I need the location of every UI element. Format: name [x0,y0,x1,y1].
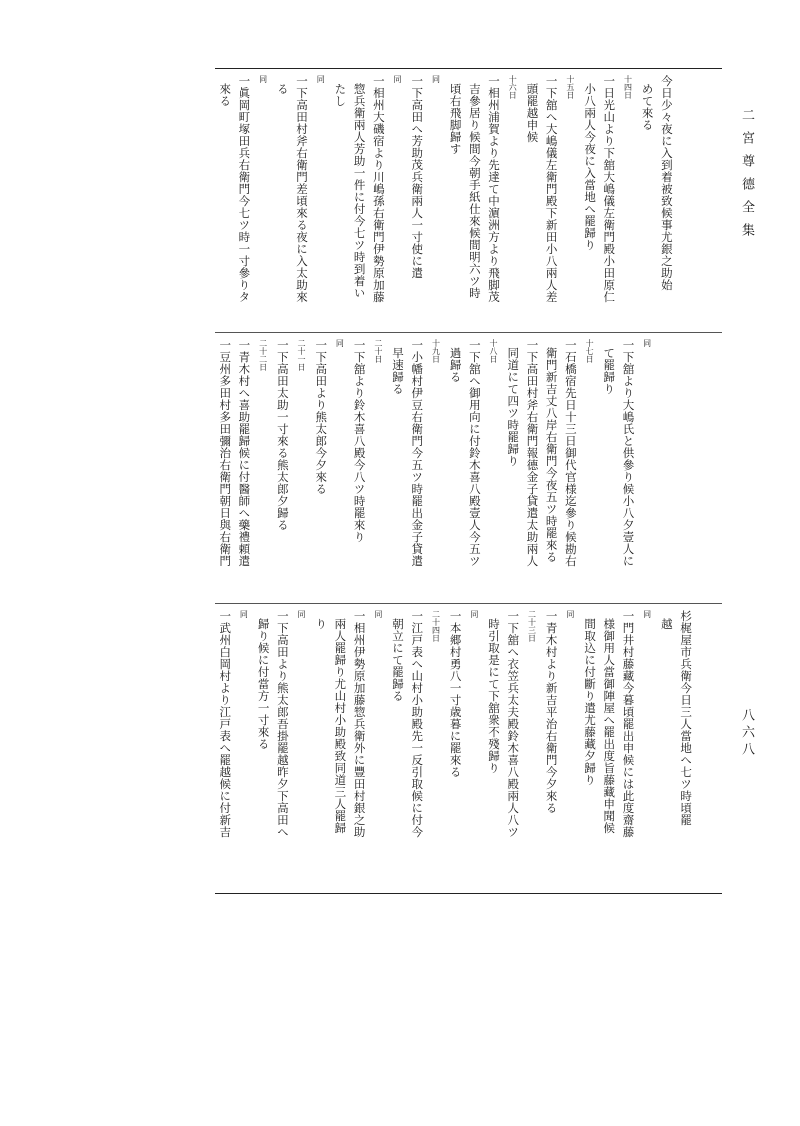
tier-middle [215,332,722,603]
text-line: 一下舘へ大嶋儀左衛門殿下新田小八兩人差 [544,75,559,303]
text-line: 惣兵衛兩人芳助一件に付今七ツ時到着い [352,83,367,299]
tier-lower [215,603,722,894]
date-heading: 十六日 [508,75,518,99]
date-heading: 十五日 [565,75,575,99]
text-line: 一下高田より熊太郎吾掛罷越昨夕下高田へ [275,610,290,838]
text-line: て罷歸り [602,347,617,395]
page-number: 八六八 [739,708,754,759]
text-line: 早速歸る [391,347,406,395]
text-line: 一下高田太助一寸來る熊太郎夕歸る [275,339,290,531]
text-line: 一江戸表へ山村小助殿先一反引取候に付今 [410,610,425,838]
text-line: 小八兩人今夜に入當地へ罷歸り [583,83,598,251]
text-line: 一下高田村斧右衛門差頃來る夜に入太助來 [295,75,310,303]
text-line: 一下舘へ御用向に付鈴木喜八殿壹人今五ツ [467,339,482,567]
text-line: 吉參居り候間今朝手紙仕來候間明六ツ時 [467,83,482,299]
text-line: 衛門新吉丈八岸右衛門今夜五ツ時罷來る [544,347,559,563]
date-heading: 同 [642,339,652,347]
text-line: めて來る [640,83,655,131]
text-line: 一小幡村伊豆右衛門今五ツ時罷出金子貸遣 [410,339,425,567]
date-heading: 十九日 [431,339,441,363]
date-heading: 同 [258,75,268,83]
text-line: たし [333,83,348,107]
text-line: 過歸る [448,347,463,383]
text-line: 今日少々夜に入到着被致候事尤銀之助始 [659,75,674,291]
text-line: 一相州大磯宿より川嶋孫右衛門伊勢原加藤 [371,75,386,303]
text-line: 兩人罷歸り尤山村小助殿致同道三人罷歸 [333,618,348,834]
text-line: 一下舘より鈴木喜八殿今八ツ時罷來り [352,339,367,543]
text-line: 一門井村藤藏今暮頃罷出申候には此度齋藤 [621,610,636,838]
date-heading: 同 [335,339,345,347]
text-line: 一眞岡町塚田兵右衛門今七ツ時一寸參りタ [237,75,252,303]
date-heading: 同 [316,75,326,83]
date-heading: 同 [565,610,575,618]
date-heading: 二十四日 [431,610,441,642]
date-heading: 十四日 [623,75,633,99]
date-heading: 十八日 [489,339,499,363]
text-line: 一相州浦賀より先達て中濵洲方より飛脚茂 [487,75,502,303]
text-line: 一青木村より新吉平治右衛門今夕來る [544,610,559,814]
text-line: 一日光山より下舘大嶋儀左衛門殿小田原仁 [602,75,617,303]
text-line: 一下高田より熊太郎今夕來る [314,339,329,495]
text-line: 頃右飛脚歸す [448,83,463,155]
date-heading: 同 [239,610,249,618]
running-head: 二宮尊德全集 [739,108,754,246]
text-line: 頭罷越申候 [525,83,540,143]
text-line: 様御用人當御陣屋へ罷出度旨藤藏申聞候 [602,618,617,834]
tier-upper [215,69,722,331]
text-line: 一本郷村勇八一寸歳暮に罷來る [448,610,463,778]
text-line: 一下高田村斧右衛門報德金子貸遣太助兩人 [525,339,540,567]
date-heading: 十七日 [585,339,595,363]
date-heading: 同 [373,610,383,618]
text-line: 一相州伊勢原加藤惣兵衛外に豐田村銀之助 [352,610,367,838]
date-heading: 同 [431,75,441,83]
tier-body [215,333,657,603]
text-line: 一武州白岡村より江戸表へ罷越候に付新吉 [218,610,233,838]
date-heading: 二十一日 [297,339,307,371]
text-line: 同道にて四ツ時罷歸り [506,347,521,467]
text-line: 一下舘より大嶋氏と供參り候小八夕壹人に [621,339,636,567]
text-line: 杉梶屋市兵衛今日三人當地へ七ツ時頃罷 [679,610,694,826]
text-line: 時引取是にて下舘衆不殘歸り [487,618,502,774]
text-line: 歸り候に付當方一寸來る [256,618,271,750]
tier-body [215,69,676,331]
text-frame [215,68,722,894]
date-heading: 同 [469,610,479,618]
text-line: 間取込に付斷り遣尤藤藏夕歸り [583,618,598,786]
date-heading: 二十三日 [527,610,537,642]
text-line: 朝立にて罷歸る [391,618,406,702]
text-line: 一下舘へ衣笠兵太夫殿鈴木喜八殿兩人八ツ [506,610,521,838]
tier-body [215,604,695,894]
text-line: 一石橋宿先日十三日御代官様迄參り候勘右 [563,339,578,567]
text-line: り [314,618,329,630]
text-line: 越 [659,618,674,630]
date-heading: 同 [642,610,652,618]
text-line: 一下高田へ芳助茂兵衛兩人一寸使に遣 [410,75,425,279]
date-heading: 二十日 [373,339,383,363]
text-line: 來る [218,83,233,107]
date-heading: 二十二日 [258,339,268,371]
date-heading: 同 [297,610,307,618]
date-heading: 同 [393,75,403,83]
text-line: 一豆州多田村多田彌治右衛門朝日與右衛門 [218,339,233,567]
text-line: る [275,83,290,95]
text-line: 一青木村へ喜助罷歸候に付醫師へ藥禮頼遣 [237,339,252,567]
